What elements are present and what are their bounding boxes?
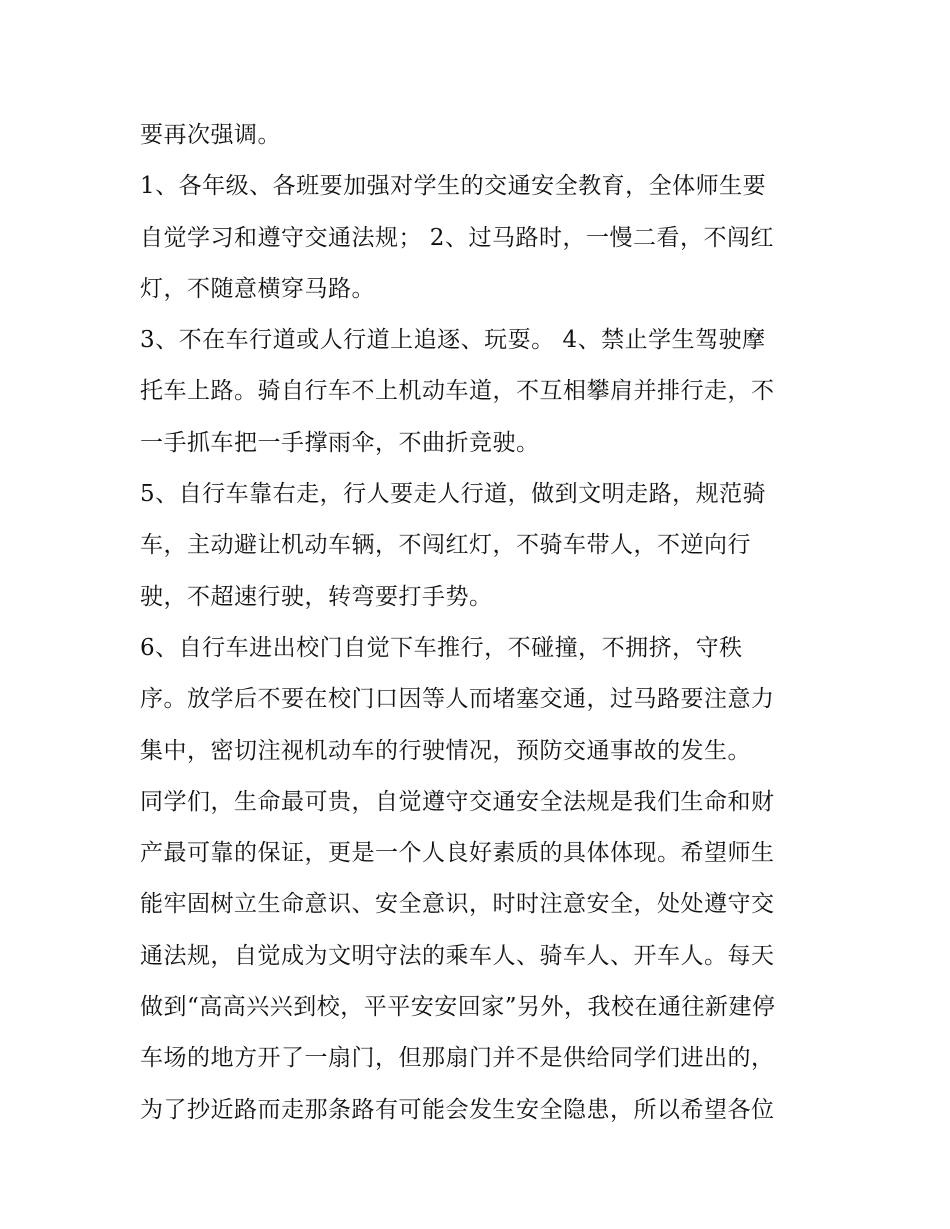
body-text (140, 110, 820, 1136)
text-line: 序。放学后不要在校门口因等人而堵塞交通，过马路要注意力 (140, 686, 775, 713)
text-line: 灯，不随意横穿马路。 (140, 275, 375, 302)
text-line: 产最可靠的保证，更是一个人良好素质的具体体现。希望师生 (140, 840, 775, 867)
text-line: 车场的地方开了一扇门，但那扇门并不是供给同学们进出的， (140, 1045, 775, 1072)
text-line: 要再次强调。 (140, 122, 281, 148)
text-line: 通法规，自觉成为文明守法的乘车人、骑车人、开车人。每天 (140, 942, 775, 969)
text-line: 集中，密切注视机动车的行驶情况，预防交通事故的发生。 (140, 737, 751, 764)
text-line: 托车上路。骑自行车不上机动车道，不互相攀肩并排行走，不 (140, 378, 775, 405)
text-line: 一手抓车把一手撑雨伞，不曲折竞驶。 (140, 429, 540, 456)
text-line: 5、自行车靠右走，行人要走人行道，做到文明走路，规范骑 (140, 481, 767, 508)
text-line: 自觉学习和遵守交通法规； 2、过马路时，一慢二看，不闯红 (140, 224, 774, 251)
text-line: 1、各年级、各班要加强对学生的交通安全教育，全体师生要 (140, 173, 767, 200)
text-line: 同学们，生命最可贵，自觉遵守交通安全法规是我们生命和财 (140, 788, 775, 815)
text-line: 车，主动避让机动车辆，不闯红灯，不骑车带人，不逆向行 (140, 532, 751, 559)
text-line: 驶，不超速行驶，转弯要打手势。 (140, 583, 493, 610)
text-line: 为了抄近路而走那条路有可能会发生安全隐患，所以希望各位 (140, 1096, 775, 1123)
text-line: 能牢固树立生命意识、安全意识，时时注意安全，处处遵守交 (140, 891, 775, 918)
text-line: 6、自行车进出校门自觉下车推行，不碰撞，不拥挤，守秩 (140, 634, 743, 661)
text-line: 做到“高高兴兴到校，平平安安回家”另外，我校在通往新建停 (140, 994, 776, 1021)
text-line: 3、不在车行道或人行道上追逐、玩耍。 4、禁止学生驾驶摩 (140, 327, 766, 354)
